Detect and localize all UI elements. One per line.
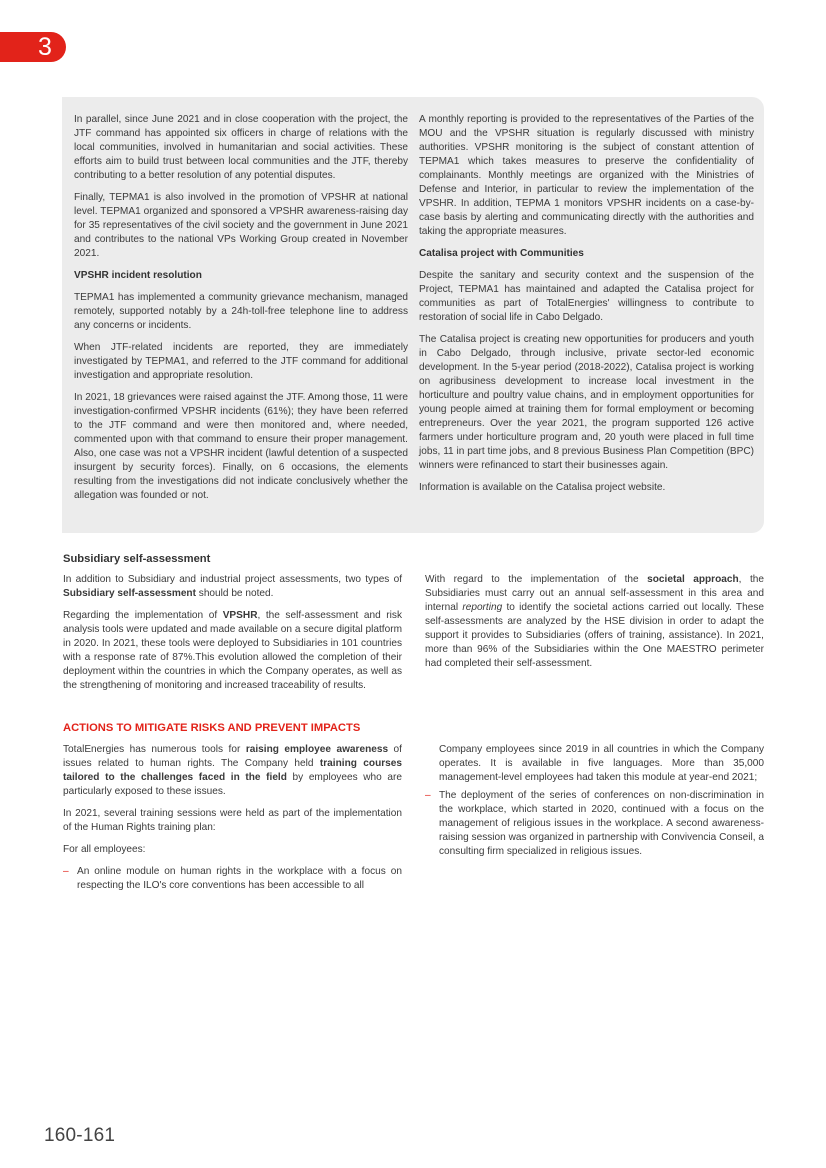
paragraph: TEPMA1 has implemented a community grievance mechanism, managed remotely, supported notably by a 24h-toll-free telephone line to address any concerns or incidents.: [74, 292, 408, 331]
dash-bullet: –: [63, 866, 69, 877]
paragraph: In parallel, since June 2021 and in close cooperation with the project, the JTF command has appointed six officers in charge of relations with the local communities, involved in humanitarian and social activities. These efforts aim to build trust between local communities and the JTF, thereby contributing to a better resolution of any potential disputes.: [74, 114, 408, 181]
paragraph: Information is available on the Catalisa project website.: [419, 482, 666, 493]
paragraph: Finally, TEPMA1 is also involved in the promotion of VPSHR at national level. TEPMA1 organized and sponsored a VPSHR awareness-raising day for 35 representatives of the civil society and the government in June 2021 and contributes to the national VPs Working Group created in November 2021.: [74, 192, 408, 259]
paragraph: Despite the sanitary and security context and the suspension of the Project, TEPMA1 has maintained and adapted the Catalisa project for communities as part of TotalEnergies' willingness to contribute to restoration of social life in Cabo Delgado.: [419, 270, 754, 323]
section-title-actions: ACTIONS TO MITIGATE RISKS AND PREVENT IMPACTS: [63, 722, 361, 734]
subheading-vpshr-incident-resolution: VPSHR incident resolution: [74, 270, 202, 281]
paragraph: In 2021, several training sessions were held as part of the implementation of the Human Rights training plan:: [63, 808, 402, 833]
self-assessment-left-column: [63, 573, 402, 701]
section-title-self-assessment: Subsidiary self-assessment: [63, 553, 211, 565]
list-item: [425, 789, 764, 859]
paragraph: In addition to Subsidiary and industrial project assessments, two types of Subsidiary self-assessment should be noted.: [63, 574, 402, 599]
paragraph: A monthly reporting is provided to the representatives of the Parties of the MOU and the VPSHR situation is regularly discussed with ministry authorities. VPSHR monitoring is the subject of constant attention of TEPMA1 which takes measures to preserve the confidentiality of complainants. Monthly meetings are organized with the Ministries of Defense and Interior, in particular to review the implementation of the VPSHR. In addition, TEPMA 1 monitors VPSHR incidents on a case-by-case basis by alerting and communicating directly with the authorities and taking the appropriate measures.: [419, 114, 754, 237]
paragraph: In 2021, 18 grievances were raised against the JTF. Among those, 11 were investigation-confirmed VPSHR incidents (61%); they have been referred to the JTF command and were then monitored and, where needed, commented upon with that command to ensure their proper management. Also, one case was not a VPSHR incident (lawful detention of a suspected insurgent by security forces). Finally, on 6 occasions, the elements resulting from the investigations did not indicate conclusively whether the allegation was founded or not.: [74, 392, 408, 501]
paragraph: Regarding the implementation of VPSHR, the self-assessment and risk analysis tools were updated and made available on a secure digital platform in 2020. In 2021, these tools were deployed to Subsidiaries in 101 countries with a response rate of 87%.This evolution allowed the completion of their deployment within the countries in which the Company operates, as well as the strengthening of monitoring and increased traceability of results.: [63, 610, 402, 691]
paragraph: With regard to the implementation of the societal approach, the Subsidiaries must carry out an annual self-assessment in this area and internal reporting to identify the societal actions carried out locally. These self-assessments are analyzed by the HSE division in order to adapt the support it provides to Subsidiaries (offers of training, assistance). In 2021, more than 96% of the Subsidiaries within the One MAESTRO perimeter had completed their self-assessment.: [425, 574, 764, 669]
paragraph: TotalEnergies has numerous tools for raising employee awareness of issues related to human rights. The Company held training courses tailored to the challenges faced in the field by employees who are particularly exposed to these issues.: [63, 744, 403, 797]
paragraph: When JTF-related incidents are reported, they are immediately investigated by TEPMA1, and referred to the JTF command for additional investigation and appropriate resolution.: [74, 342, 408, 381]
list-item-continuation: Company employees since 2019 in all countries in which the Company operates. It is available in five languages. More than 35,000 management-level employees had taken this module at year-end 2021;: [439, 744, 764, 783]
paragraph: For all employees:: [63, 844, 146, 855]
self-assessment-right-column: [425, 573, 764, 679]
page-number: 160-161: [44, 1125, 116, 1146]
list-item-text: The deployment of the series of conferences on non-discrimination in the workplace, which started in 2020, continued with a focus on the management of religious issues in the workplace. A second awareness-raising session was organized in partnership with Convivencia Conseil, a consulting firm specialized in religious issues.: [439, 790, 764, 857]
chapter-number: 3: [38, 33, 52, 61]
subheading-catalisa-project: Catalisa project with Communities: [419, 248, 584, 259]
chapter-tab: [0, 32, 66, 62]
dash-bullet: –: [425, 790, 431, 801]
list-item-text: An online module on human rights in the workplace with a focus on respecting the ILO's core conventions has been accessible to all: [77, 866, 402, 891]
list-item: [63, 865, 402, 893]
actions-left-column: [63, 743, 402, 893]
actions-right-column: [425, 743, 764, 859]
box-left-column: [74, 113, 408, 511]
paragraph: The Catalisa project is creating new opportunities for producers and youth in Cabo Delgado, through inclusive, private sector-led economic development. In the 5-year period (2018-2022), Catalisa project is working on agribusiness development to increase local investment in the horticulture and poultry value chains, and in employment opportunities for young people aimed at training them for formal employment or becoming entrepreneurs. Over the year 2021, the program supported 126 active farmers under horticulture program and, 20 youth were placed in full time jobs, 11 in part time jobs, and 8 previous Business Plan Competition (BPC) winners were refinanced to start their businesses again.: [419, 334, 754, 471]
box-right-column: [419, 113, 754, 503]
